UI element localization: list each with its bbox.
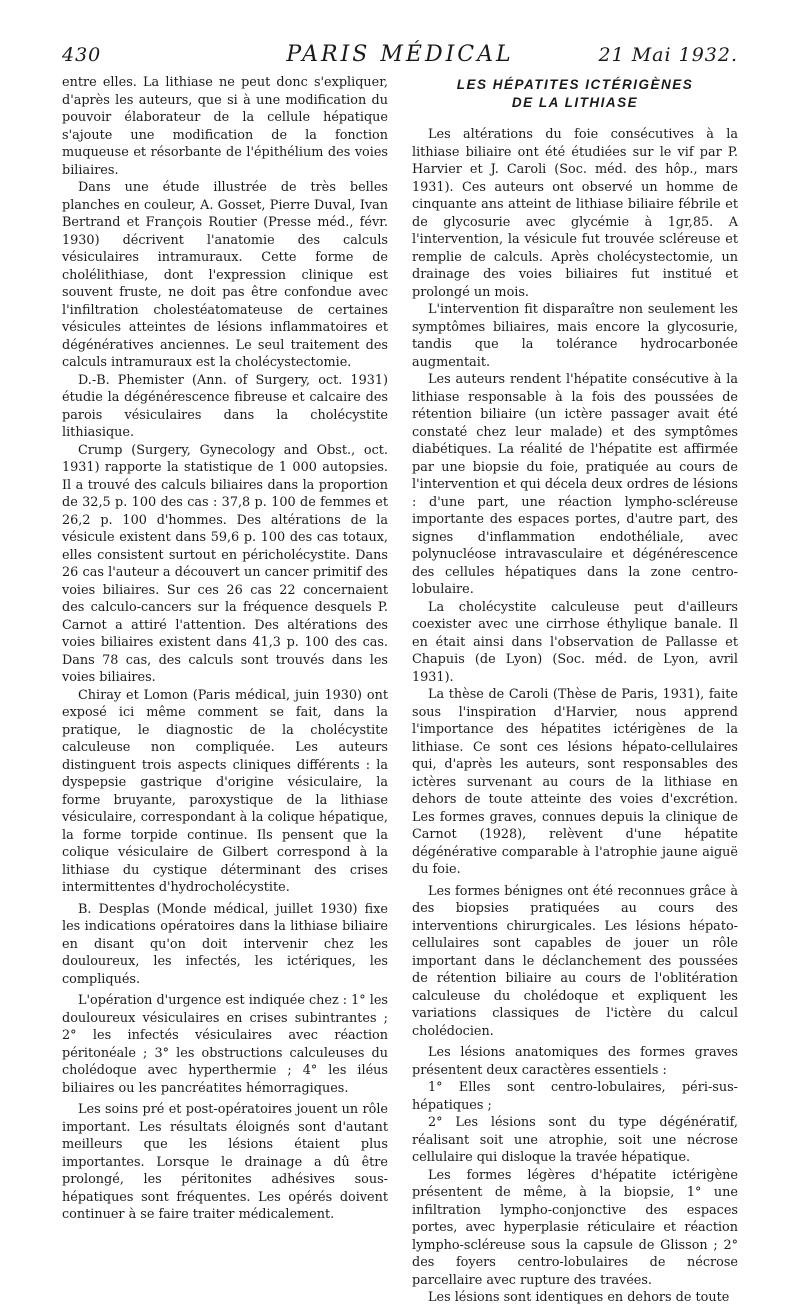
- journal-title: PARIS MÉDICAL: [286, 42, 514, 67]
- paragraph: Les auteurs rendent l'hépatite consécutive à la lithiase responsable à la fois des poussées de rétention biliaire (un ictère passager avait été constaté chez leur malade) et des symptômes diabétiques. La réalité de l'hépatite est affirmée par une biopsie du foie, pratiquée au cours de l'intervention et qui décela deux ordres de lésions : d'une part, une réaction lympho-scléreuse importante des espaces portes, d'autre part, des signes d'inflammation endothéliale, avec polynucléose intravasculaire et dégénérescence des cellules hépatiques dans la zone centro-lobulaire.: [412, 372, 738, 597]
- paragraph: 2° Les lésions sont du type dégénératif, réalisant soit une atrophie, soit une nécrose cellulaire qui disloque la travée hépatique.: [412, 1115, 738, 1165]
- paragraph: Dans une étude illustrée de très belles planches en couleur, A. Gosset, Pierre Duval, Ivan Bertrand et François Routier (Presse méd., févr. 1930) décrivent l'anatomie des calculs vésiculaires intramuraux. Cette forme de cholélithiase, dont l'expression clinique est souvent fruste, ne doit pas être confondue avec l'infiltration cholestéatomateuse de certaines vésicules atteintes de lésions inflammatoires et dégénératives anciennes. Le seul traitement des calculs intramuraux est la cholécystectomie.: [62, 180, 388, 370]
- paragraph: Les formes bénignes ont été reconnues grâce à des biopsies pratiquées au cours des interventions chirurgicales. Les lésions hépato-cellulaires sont capables de jouer un rôle important dans le déclanchement des poussées de rétention biliaire au cours de l'oblitération calculeuse du cholédoque et expliquent les variations classiques de l'ictère du calcul cholédocien.: [412, 883, 738, 1039]
- left-column: [62, 74, 388, 1224]
- journal-page: [62, 40, 738, 1305]
- right-column: [412, 74, 738, 1307]
- paragraph: Les lésions anatomiques des formes graves présentent deux caractères essentiels :: [412, 1045, 738, 1078]
- paragraph: Les lésions sont identiques en dehors de toute: [428, 1290, 730, 1305]
- section-title-line: LES HÉPATITES ICTÉRIGÈNES: [456, 77, 694, 92]
- running-header: [62, 40, 738, 72]
- paragraph: Crump (Surgery, Gynecology and Obst., oct. 1931) rapporte la statistique de 1 000 autopsies. Il a trouvé des calculs biliaires dans la proportion de 32,5 p. 100 des cas : 37,8 p. 100 de femmes et 26,2 p. 100 d'hommes. Des altérations de la vésicule existent dans 59,6 p. 100 des cas totaux, elles consistent surtout en péricholécystite. Dans 26 cas l'auteur a découvert un cancer primitif des voies biliaires. Sur ces 26 cas 22 concernaient des calculo-cancers sur la fréquence desquels P. Carnot a attiré l'attention. Des altérations des voies biliaires existent dans 41,3 p. 100 des cas. Dans 78 cas, des calculs sont trouvés dans les voies biliaires.: [62, 442, 388, 685]
- paragraph: L'opération d'urgence est indiquée chez : 1° les douloureux vésiculaires en crises subintrantes ; 2° les infectés vésiculaires avec réaction péritonéale ; 3° les obstructions calculeuses du cholédoque avec hyperthermie ; 4° les iléus biliaires ou les pancréatites hémorragiques.: [62, 993, 388, 1096]
- two-column-body: [62, 74, 738, 1305]
- paragraph: L'intervention fit disparaître non seulement les symptômes biliaires, mais encore la glycosurie, tandis que la tolérance hydrocarbonée augmentait.: [412, 302, 738, 370]
- paragraph: entre elles. La lithiase ne peut donc s'expliquer, d'après les auteurs, que si à une modification du pouvoir élaborateur de la cellule hépatique s'ajoute une modification de la fonction muqueuse et résorbante de l'épithélium des voies biliaires.: [62, 75, 388, 178]
- section-title: [412, 76, 738, 112]
- paragraph: 1° Elles sont centro-lobulaires, péri-sus-hépatiques ;: [412, 1080, 738, 1113]
- issue-date: 21 Mai 1932.: [598, 44, 738, 66]
- paragraph: La thèse de Caroli (Thèse de Paris, 1931), faite sous l'inspiration d'Harvier, nous apprend l'importance des hépatites ictérigènes de la lithiase. Ce sont ces lésions hépato-cellulaires qui, d'après les auteurs, sont responsables des ictères survenant au cours de la lithiase en dehors de toute atteinte des voies d'excrétion. Les formes graves, connues depuis la clinique de Carnot (1928), relèvent d'une hépatite dégénérative comparable à l'atrophie jaune aiguë du foie.: [412, 687, 738, 877]
- page-number: 430: [62, 44, 102, 66]
- paragraph: Chiray et Lomon (Paris médical, juin 1930) ont exposé ici même comment se fait, dans la pratique, le diagnostic de la cholécystite calculeuse non compliquée. Les auteurs distinguent trois aspects cliniques différents : la dyspepsie gastrique d'origine vésiculaire, la forme bruyante, paroxystique de la lithiase vésiculaire, correspondant à la colique hépatique, la forme torpide continue. Ils pensent que la colique vésiculaire de Gilbert correspond à la lithiase du cystique déterminant des crises intermittentes d'hydrocholécystite.: [62, 687, 388, 895]
- paragraph: Les formes légères d'hépatite ictérigène présentent de même, à la biopsie, 1° une infiltration lympho-conjonctive des espaces portes, avec hyperplasie réticulaire et réaction lympho-scléreuse sous la capsule de Glisson ; 2° des foyers centro-lobulaires de nécrose parcellaire avec rupture des travées.: [412, 1167, 738, 1288]
- paragraph: Les altérations du foie consécutives à la lithiase biliaire ont été étudiées sur le vif par P. Harvier et J. Caroli (Soc. méd. des hôp., mars 1931). Ces auteurs ont observé un homme de cinquante ans atteint de lithiase biliaire fébrile et de glycosurie avec glycémie à 1gr,85. A l'intervention, la vésicule fut trouvée scléreuse et remplie de calculs. Après cholécystectomie, un drainage des voies biliaires fut institué et prolongé un mois.: [412, 127, 738, 300]
- paragraph: La cholécystite calculeuse peut d'ailleurs coexister avec une cirrhose éthylique banale. Il en était ainsi dans l'observation de Pallasse et Chapuis (de Lyon) (Soc. méd. de Lyon, avril 1931).: [412, 599, 738, 685]
- paragraph: D.-B. Phemister (Ann. of Surgery, oct. 1931) étudie la dégénérescence fibreuse et calcaire des parois vésiculaires dans la cholécystite lithiasique.: [62, 372, 388, 440]
- section-title-line: DE LA LITHIASE: [511, 95, 639, 110]
- paragraph: Les soins pré et post-opératoires jouent un rôle important. Les résultats éloignés sont d'autant meilleurs que les lésions étaient plus importantes. Lorsque le drainage a dû être prolongé, les péritonites adhésives sous-hépatiques sont fréquentes. Les opérés doivent continuer à se faire traiter médicalement.: [62, 1102, 388, 1222]
- paragraph: B. Desplas (Monde médical, juillet 1930) fixe les indications opératoires dans la lithiase biliaire en disant qu'on doit intervenir chez les douloureux, les infectés, les ictériques, les compliqués.: [62, 901, 388, 987]
